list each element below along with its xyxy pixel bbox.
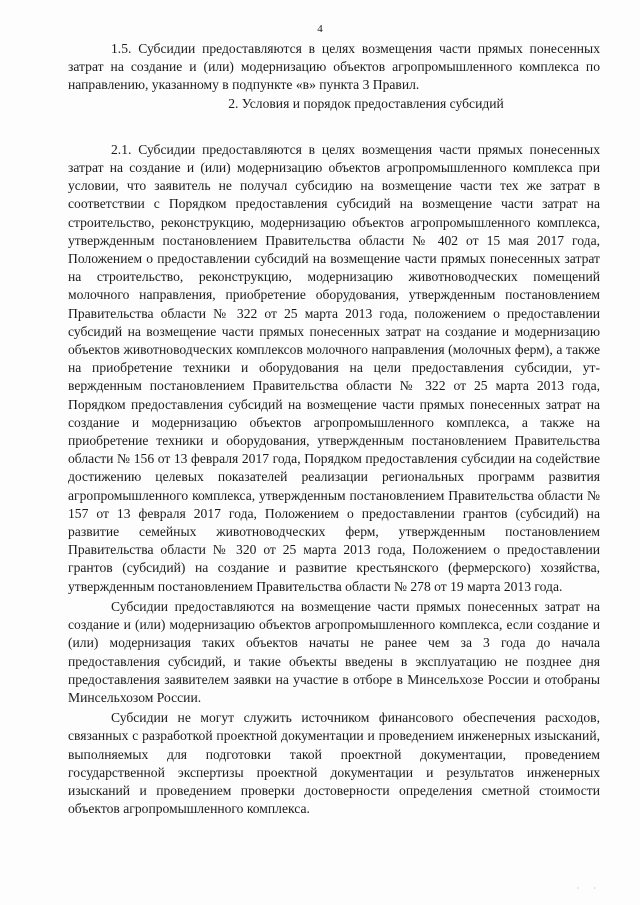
document-body xyxy=(68,40,600,818)
paragraph-2-1: 2.1. Субсидии предоставляются в целях возмещения части прямых понесенных затрат на создание и (или) модернизацию объектов агропромышленного комплекса при условии, что заявитель не получал субсидию на возмещение части тех же затрат в соответствии с Порядком предоставления субсидий на возмещение части затрат на строительство, реконструкцию, модернизацию объектов агропромышленного комплекса, утвержденным постановлением Правительства области № 402 от 15 мая 2017 года, Положением о предоставлении субсидий на возмещение части прямых понесенных затрат на строительство, реконструкцию, модернизацию животноводческих помещений молочного направления, приобретение оборудования, утвержденным постановлением Правительства области № 322 от 25 марта 2013 года, положением о предоставлении субсидий на возмещение части прямых понесенных затрат на создание и модернизацию объектов животноводческих комплексов молочного направления (молочных ферм), а также на приобретение техники и оборудования на цели предоставления субсидии, утвержденным постановлением Правительства области № 322 от 25 марта 2013 года, Порядком предоставления субсидий на возмещение части прямых понесенных затрат на создание и модернизацию объектов агропромышленного комплекса, а также на приобретение техники и оборудования, утвержденным постановлением Правительства области № 156 от 13 февраля 2017 года, Порядком предоставления субсидии на содействие достижению целевых показателей реализации региональных программ развития агропромышленного комплекса, утвержденным постановлением Правительства области № 157 от 13 февраля 2017 года, Положением о предоставлении грантов (субсидий) на развитие семейных животноводческих ферм, утвержденным постановлением Правительства области № 320 от 25 марта 2013 года, Положением о предоставлении грантов (субсидий) на создание и развитие крестьянского (фермерского) хозяйства, утвержденным постановлением Правительства области № 278 от 19 марта 2013 года. xyxy=(68,141,600,594)
paragraph-1-5: 1.5. Субсидии предоставляются в целях возмещения части прямых понесенных затрат на создание и (или) модернизацию объектов агропромышленного комплекса по направлению, указанному в подпункте «в» пункта 3 Правил. xyxy=(68,41,600,93)
paragraph-subsidy-conditions: Субсидии предоставляются на возмещение части прямых понесенных затрат на создание и (или) модернизацию объектов агропромышленного комплекса, если создание и (или) модернизация таких объектов начаты не ранее чем за 3 года до начала предоставления субсидий, и такие объекты введены в эксплуатацию не позднее дня предоставления заявителем заявки на участие в отборе в Минсельхозе России и отобраны Минсельхозом России. xyxy=(68,598,600,705)
paragraph-subsidy-restrictions: Субсидии не могут служить источником финансового обеспечения расходов, связанных с разработкой проектной документации и проведением инженерных изысканий, выполняемых для подготовки такой проектной документации, проведением государственной экспертизы проектной документации и результатов инженерных изысканий и проведением проверки достоверности определения сметной стоимости объектов агропромышленного комплекса. xyxy=(68,710,600,817)
page-number: 4 xyxy=(317,23,323,35)
section-heading-2: 2. Условия и порядок предоставления субсидий xyxy=(228,95,504,111)
scan-artifact: · · xyxy=(576,884,602,893)
